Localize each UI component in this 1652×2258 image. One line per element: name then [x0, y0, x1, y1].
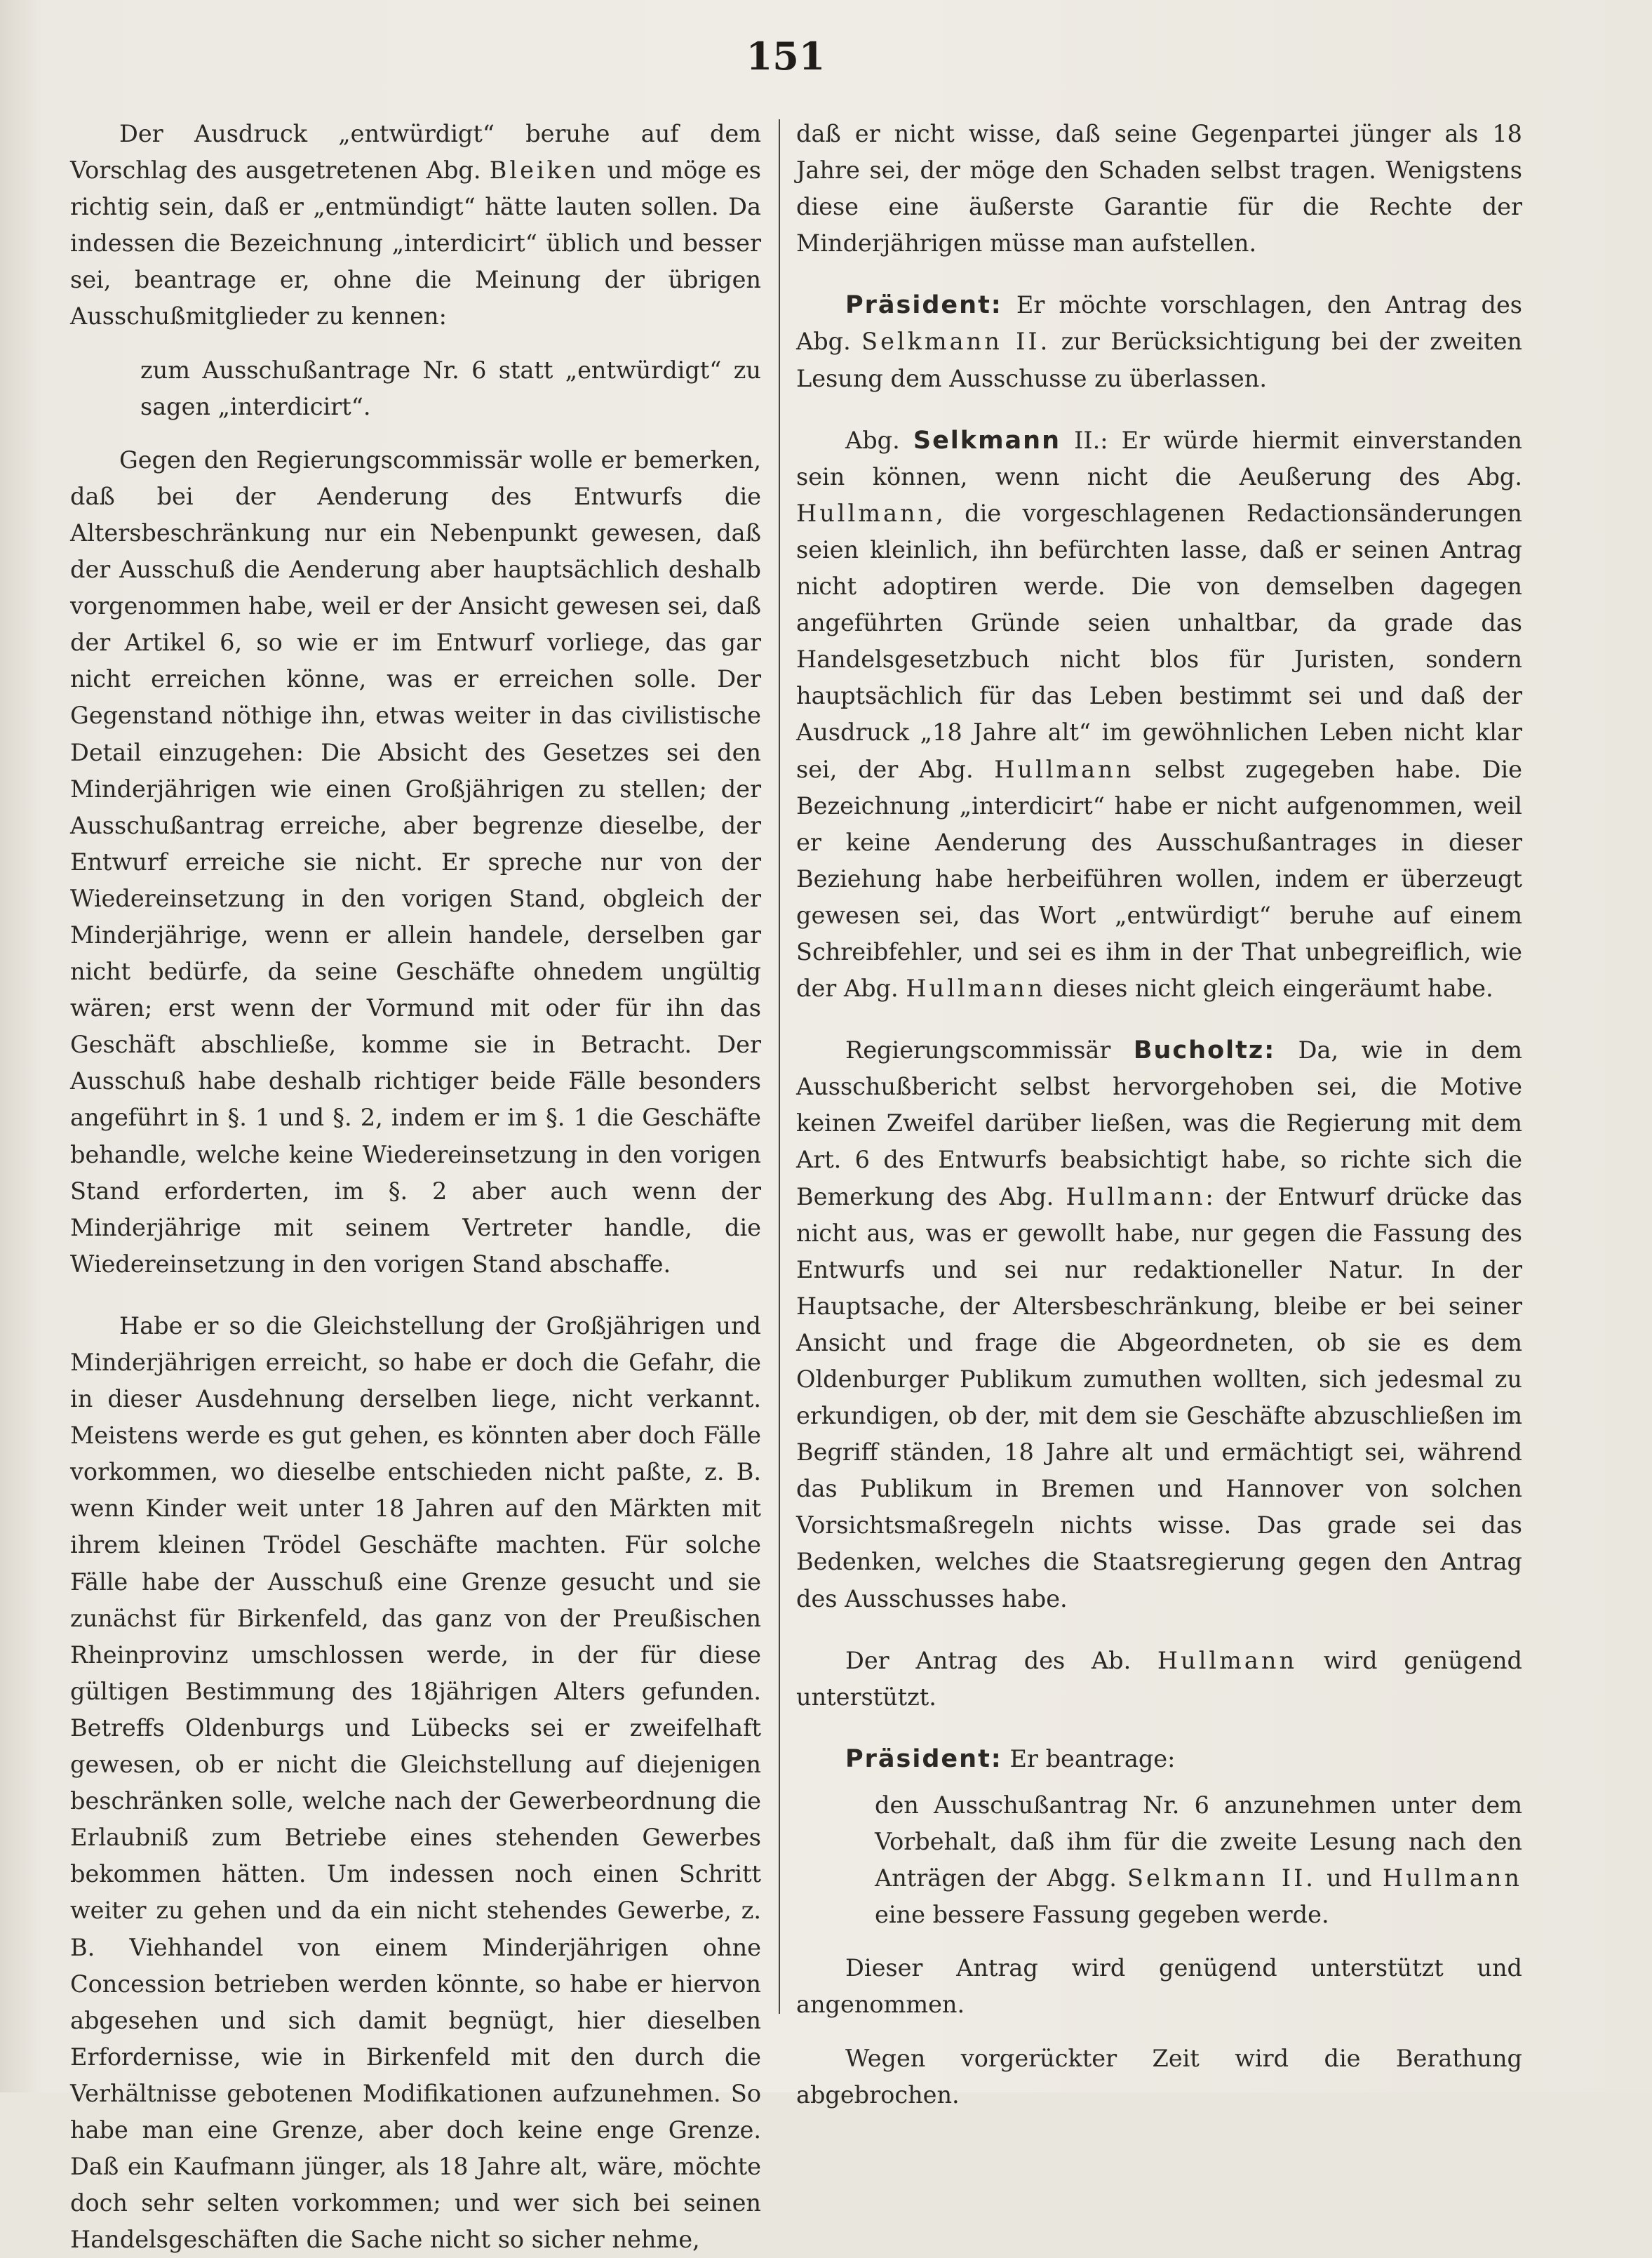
person-name: Hullmann [1066, 1182, 1206, 1210]
person-name: Selkmann II. [861, 328, 1051, 356]
adoption-note: Dieser Antrag wird genügend unterstützt und angenommen. [796, 1954, 1522, 2019]
right-column [796, 116, 1522, 2113]
person-name: Bleiken [489, 156, 599, 185]
person-name: Selkmann II. [1127, 1864, 1316, 1892]
left-paragraph-3: Habe er so die Gleichstellung der Großjährigen und Minderjährigen erreicht, so habe er doch die Gefahr, die in dieser Ausdehnung derselben liege, nicht verkannt. Meistens werde es gut gehen, es könnten aber doch Fälle vorkommen, wo dieselbe entschieden nicht paßte, z. B. wenn Kinder weit unter 18 Jahren auf den Märkten mit ihrem kleinen Trödel Geschäfte machten. Für solche Fälle habe der Ausschuß eine Grenze gesucht und sie zunächst für Birkenfeld, das ganz von der Preußischen Rheinprovinz umschlossen werde, in der für diese gültigen Bestimmung des 18jährigen Alters gefunden. Betreffs Oldenburgs und Lübecks sei er zweifelhaft gewesen, ob er nicht die Gleichstellung auf diejenigen beschränken solle, welche nach der Gewerbeordnung die Erlaubniß zum Betriebe eines stehenden Gewerbes bekommen hätten. Um indessen noch einen Schritt weiter zu gehen und da ein nicht stehendes Gewerbe, z. B. Viehhandel von einem Minderjährigen ohne Concession betrieben werden könnte, so habe er hiervon abgesehen und sich damit begnügt, hier dieselben Erfordernisse, wie in Birkenfeld mit den durch die Verhältnisse gebotenen Modifikationen aufzunehmen. So habe man eine Grenze, aber doch keine enge Grenze. Daß ein Kaufmann jünger, als 18 Jahre alt, wäre, möchte doch sehr selten vorkommen; und wer sich bei seinen Handelsgeschäften die Sache nicht so sicher nehme, [70, 1311, 761, 2254]
speaker-name: Selkmann [913, 426, 1061, 455]
speaker-name: Präsident: [845, 1744, 1002, 1773]
person-name: Hullmann [796, 499, 936, 527]
adjournment-note: Wegen vorgerückter Zeit wird die Berathung abgebrochen. [796, 2044, 1522, 2109]
person-name: Hullmann [1157, 1646, 1298, 1674]
motion-quote: zum Ausschußantrage Nr. 6 statt „entwürdigt“ zu sagen „interdicirt“. [140, 356, 761, 420]
speech-praesident-1: Präsident: Er möchte vorschlagen, den Antrag des Abg. Selkmann II. zur Berücksichtigung bei der zweiten Lesung dem Ausschusse zu überlassen. [796, 291, 1523, 392]
left-paragraph-2: Gegen den Regierungscommissär wolle er bemerken, daß bei der Aenderung des Entwurfs die Altersbeschränkung nur ein Nebenpunkt gewesen, daß der Ausschuß die Aenderung aber hauptsächlich deshalb vorgenommen habe, weil er der Ansicht gewesen sei, daß der Artikel 6, so wie er im Entwurf vorliege, das gar nicht erreichen könne, was er erreichen solle. Der Gegenstand nöthige ihn, etwas weiter in das civilistische Detail einzugehen: Die Absicht des Gesetzes sei den Minderjährigen wie einen Großjährigen zu stellen; der Ausschußantrag erreiche, aber begrenze dieselbe, der Entwurf erreiche sie nicht. Er spreche nur von der Wiedereinsetzung in den vorigen Stand, obgleich der Minderjährige, wenn er allein handele, derselben gar nicht bedürfe, da seine Geschäfte ohnedem ungültig wären; erst wenn der Vormund mit oder für ihn das Geschäft abschließe, komme sie in Betracht. Der Ausschuß habe deshalb richtiger beide Fälle besonders angeführt in §. 1 und §. 2, indem er im §. 1 die Geschäfte behandle, welche keine Wiedereinsetzung in den vorigen Stand erforderten, im §. 2 aber auch wenn der Minderjährige mit seinem Vertreter handle, die Wiedereinsetzung in den vorigen Stand abschaffe. [70, 446, 761, 1278]
speech-bucholtz: Regierungscommissär Bucholtz: Da, wie in dem Ausschußbericht selbst hervorgehoben sei, die Motive keinen Zweifel darüber ließen, was die Regierung mit dem Art. 6 des Entwurfs beabsichtigt habe, so richte sich die Bemerkung des Abg. Hullmann: der Entwurf drücke das nicht aus, was er gewollt habe, nur gegen die Fassung des Entwurfs und sei nur redaktioneller Natur. In der Hauptsache, der Altersbeschränkung, bleibe er bei seiner Ansicht und frage die Abgeordneten, ob sie es dem Oldenburger Publikum zumuthen wollten, sich jedesmal zu erkundigen, ob der, mit dem sie Geschäfte abzuschließen im Begriff ständen, 18 Jahre alt und ermächtigt sei, während das Publikum in Bremen und Hannover von solchen Vorsichtsmaßregeln nichts wisse. Das grade sei das Bedenken, welches die Staatsregierung gegen den Antrag des Ausschusses habe. [796, 1036, 1522, 1612]
support-note: Der Antrag des Ab. Hullmann wird genügend unterstützt. [796, 1646, 1522, 1711]
motion-text: den Ausschußantrag Nr. 6 anzunehmen unter dem Vorbehalt, daß ihm für die zweite Lesung nach den Anträgen der Abgg. Selkmann II. und Hullmann eine bessere Fassung gegeben werde. [875, 1791, 1522, 1929]
left-column [70, 116, 761, 2258]
person-name: Hullmann [994, 755, 1134, 783]
speech-praesident-2: Präsident: Er beantrage: [845, 1744, 1176, 1773]
person-name: Hullmann [906, 975, 1046, 1003]
page-number: 151 [746, 34, 826, 79]
speech-selkmann: Abg. Selkmann II.: Er würde hiermit einverstanden sein können, wenn nicht die Aeußerung des Abg. Hullmann, die vorgeschlagenen Redactionsänderungen seien kleinlich, ihn befürchten lasse, daß er seinen Antrag nicht adoptiren werde. Die von demselben dagegen angeführten Gründe seien unhaltbar, da grade das Handelsgesetzbuch nicht blos für Juristen, sondern hauptsächlich für das Leben bestimmt sei und daß der Ausdruck „18 Jahre alt“ im gewöhnlichen Leben nicht klar sei, der Abg. Hullmann selbst zugegeben habe. Die Bezeichnung „interdicirt“ habe er nicht aufgenommen, weil er keine Aenderung des Ausschußantrages in dieser Beziehung habe herbeiführen wollen, indem er überzeugt gewesen sei, das Wort „entwürdigt“ beruhe auf einem Schreibfehler, und sei es ihm in der That unbegreiflich, wie der Abg. Hullmann dieses nicht gleich eingeräumt habe. [796, 426, 1522, 1003]
speaker-name: Präsident: [845, 291, 1002, 320]
right-paragraph-1: daß er nicht wisse, daß seine Gegenpartei jünger als 18 Jahre sei, der möge den Schaden selbst tragen. Wenigstens diese eine äußerste Garantie für die Rechte der Minderjährigen müsse man aufstellen. [796, 120, 1522, 258]
speaker-name: Bucholtz: [1133, 1036, 1276, 1065]
left-paragraph-1: Der Ausdruck „entwürdigt“ beruhe auf dem Vorschlag des ausgetretenen Abg. Bleiken und möge es richtig sein, daß er „entmündigt“ hätte lauten sollen. Da indessen die Bezeichnung „interdicirt“ üblich und besser sei, beantrage er, ohne die Meinung der übrigen Ausschußmitglieder zu kennen: [70, 120, 761, 330]
column-divider [779, 119, 780, 2014]
person-name: Hullmann [1382, 1864, 1522, 1892]
